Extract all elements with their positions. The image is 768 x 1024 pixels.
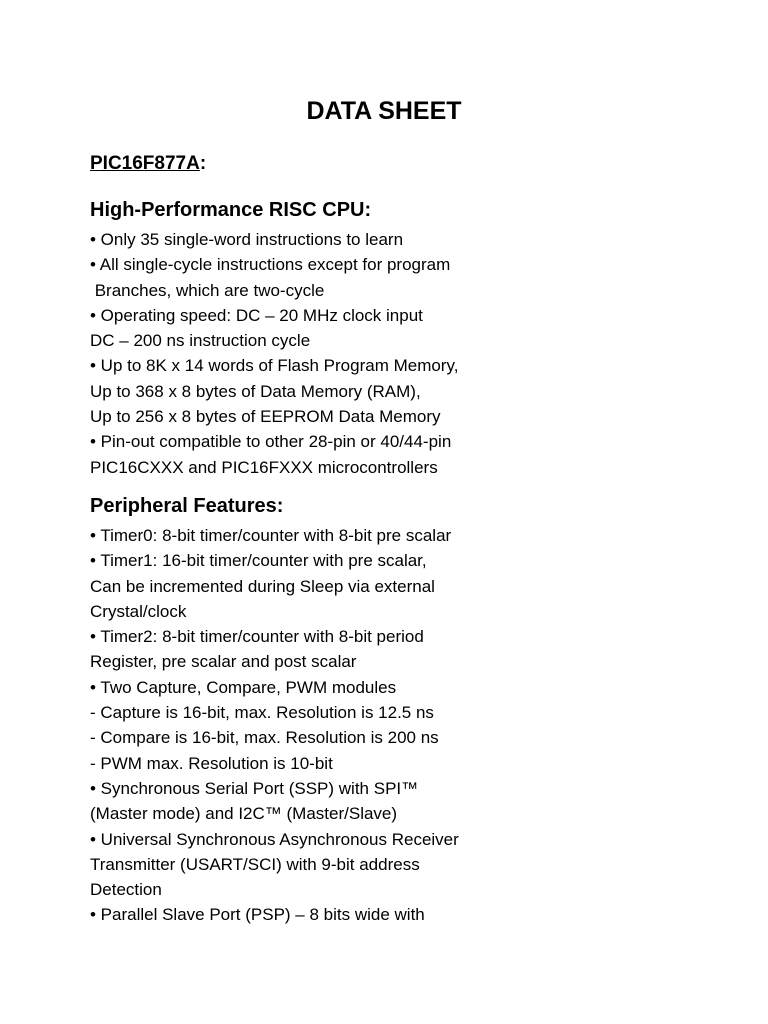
text-line: Can be incremented during Sleep via external xyxy=(90,576,435,596)
text-line: (Master mode) and I2C™ (Master/Slave) xyxy=(90,804,398,824)
section-peripheral xyxy=(90,491,730,928)
section-lines-cpu xyxy=(90,227,730,480)
text-line: Up to 256 x 8 bytes of EEPROM Data Memory xyxy=(90,407,441,427)
text-line: Crystal/clock xyxy=(90,601,187,621)
text-line: • Up to 8K x 14 words of Flash Program Memory, xyxy=(90,356,459,376)
text-line: • Only 35 single-word instructions to learn xyxy=(90,230,404,249)
section-heading-cpu: High-Performance RISC CPU: xyxy=(90,199,372,221)
text-line: • Pin-out compatible to other 28-pin or 40/44-pin xyxy=(90,432,452,452)
part-number: PIC16F877A xyxy=(90,153,200,174)
text-line: Branches, which are two-cycle xyxy=(90,280,325,300)
text-line: - Capture is 16-bit, max. Resolution is 12.5 ns xyxy=(90,703,434,723)
part-number-colon: : xyxy=(199,153,207,174)
text-line: Register, pre scalar and post scalar xyxy=(90,652,357,672)
text-line: • Two Capture, Compare, PWM modules xyxy=(90,677,397,697)
text-line: • Timer2: 8-bit timer/counter with 8-bit period xyxy=(90,627,424,647)
text-line: Detection xyxy=(90,880,162,900)
text-line: • Operating speed: DC – 20 MHz clock input xyxy=(90,305,423,325)
text-line: - Compare is 16-bit, max. Resolution is 200 ns xyxy=(90,728,439,748)
text-line: • Timer1: 16-bit timer/counter with pre scalar, xyxy=(90,551,427,571)
text-line: Transmitter (USART/SCI) with 9-bit address xyxy=(90,854,420,874)
text-line: DC – 200 ns instruction cycle xyxy=(90,331,311,351)
text-line: - PWM max. Resolution is 10-bit xyxy=(90,753,333,773)
text-line: PIC16CXXX and PIC16FXXX microcontrollers xyxy=(90,457,438,477)
section-heading-peripheral: Peripheral Features: xyxy=(90,495,284,517)
text-line: Up to 368 x 8 bytes of Data Memory (RAM), xyxy=(90,381,421,401)
text-line: • Synchronous Serial Port (SSP) with SPI™ xyxy=(90,778,419,798)
part-number-line xyxy=(90,150,206,178)
text-line: • Universal Synchronous Asynchronous Receiver xyxy=(90,829,459,849)
text-line: • Timer0: 8-bit timer/counter with 8-bit pre scalar xyxy=(90,526,452,545)
text-line: • Parallel Slave Port (PSP) – 8 bits wide with xyxy=(90,905,425,925)
section-lines-peripheral xyxy=(90,523,730,928)
document-title: DATA SHEET xyxy=(306,97,462,125)
text-line: • All single-cycle instructions except for program xyxy=(90,255,451,275)
section-cpu xyxy=(90,195,730,480)
